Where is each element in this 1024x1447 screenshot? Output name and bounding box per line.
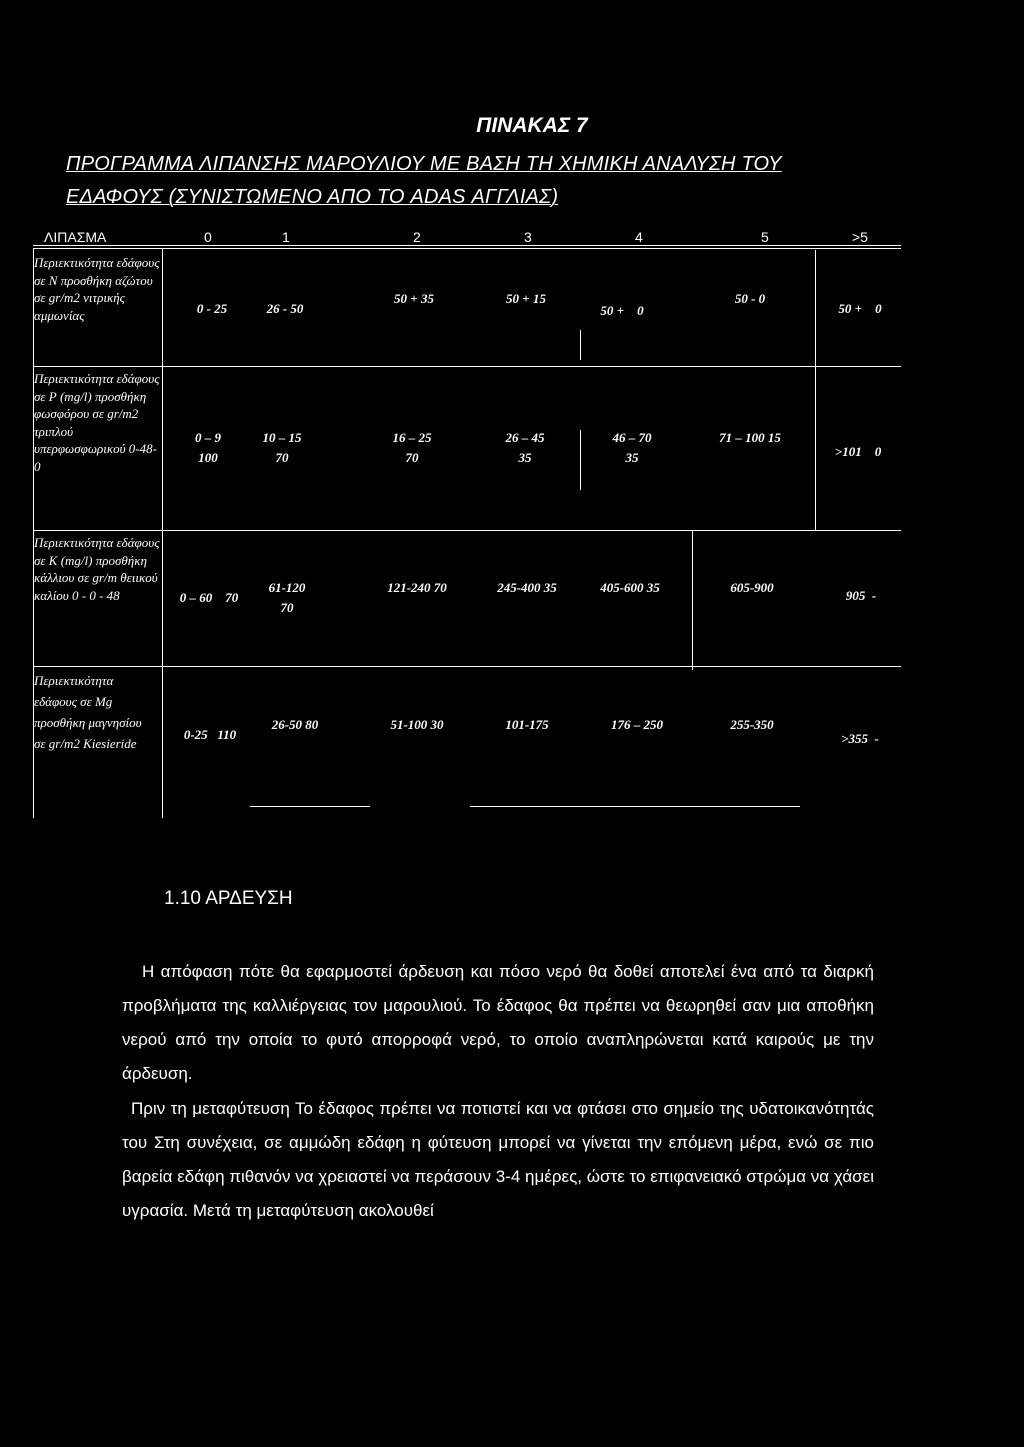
table-header-level: 5 xyxy=(761,229,769,245)
table-cell: 121-240 70 xyxy=(387,580,447,595)
table-title: ΠΙΝΑΚΑΣ 7 xyxy=(476,114,588,137)
table-header-level: 2 xyxy=(413,229,421,245)
table-cell: 0-25 110 xyxy=(183,727,237,742)
table-cell: 26-50 80 xyxy=(271,717,319,732)
table-cell: 905 - xyxy=(845,588,877,603)
table-cell: 50 + 0 xyxy=(838,301,882,316)
table-cell: 51-100 30 xyxy=(390,717,444,732)
table-rule xyxy=(250,806,370,807)
table-header-level: 4 xyxy=(635,229,643,245)
table-cell: >101 0 xyxy=(834,444,882,459)
table-cell: 101-175 xyxy=(505,717,549,732)
table-cell: 0 – 60 70 xyxy=(179,590,239,605)
table-rule xyxy=(470,806,800,807)
table-cell: 176 – 250 xyxy=(611,717,663,732)
table-rule xyxy=(815,250,816,530)
table-rule xyxy=(33,245,901,246)
table-rule xyxy=(33,530,901,531)
table-cell: 50 - 0 xyxy=(734,291,766,306)
table-header-level: >5 xyxy=(852,229,868,245)
row-label-magnesium: Περιεκτικότητα εδάφους σε Mg προσθήκη μαγνησίου σε gr/m2 Kiesieride xyxy=(34,673,142,751)
table-cell: 46 – 70 35 xyxy=(612,430,652,465)
row-label-phosphorus: Περιεκτικότητα εδάφους σε Ρ (mg/l) προσθήκη φωσφόρου σε gr/m2 τριπλού υπερφωσφωρικού 0-48-0 xyxy=(34,371,160,474)
section-heading: 1.10 ΑΡΔΕΥΣΗ xyxy=(164,888,293,909)
table-subtitle-line-1: ΠΡΟΓΡΑΜΜΑ ΛΙΠΑΝΣΗΣ ΜΑΡΟΥΛΙΟΥ ΜΕ ΒΑΣΗ ΤΗ ΧΗΜΙΚΗ ΑΝΑΛΥΣΗ ΤΟΥ xyxy=(66,153,782,175)
table-rule xyxy=(33,666,901,667)
table-cell: 26 – 45 35 xyxy=(505,430,545,465)
table-header-corner: ΛΙΠΑΣΜΑ xyxy=(44,229,107,245)
table-cell: 0 – 9 100 xyxy=(195,430,221,465)
table-rule xyxy=(692,530,693,670)
table-cell: 50 + 0 xyxy=(600,303,644,318)
table-cell: 50 + 15 xyxy=(506,291,546,306)
table-cell: 71 – 100 15 xyxy=(719,430,781,445)
table-cell: 245-400 35 xyxy=(497,580,557,595)
table-cell: 61-120 70 xyxy=(268,580,306,615)
table-header-level: 1 xyxy=(282,229,290,245)
table-cell: 255-350 xyxy=(730,717,774,732)
table-cell: >355 - xyxy=(841,731,879,746)
table-cell: 16 – 25 70 xyxy=(392,430,432,465)
row-label-potassium: Περιεκτικότητα εδάφους σε Κ (mg/l) προσθήκη κάλλιου σε gr/m θειικού καλίου 0 - 0 - 48 xyxy=(34,535,160,603)
table-cell: 50 + 35 xyxy=(394,291,434,306)
table-subtitle-line-2: ΕΔΑΦΟΥΣ (ΣΥΝΙΣΤΩΜΕΝΟ ΑΠΟ ΤΟ ADAS ΑΓΓΛΙΑΣ) xyxy=(66,186,559,208)
table-cell: 605-900 xyxy=(730,580,774,595)
table-cell: 26 - 50 xyxy=(266,301,304,316)
table-cell: 405-600 35 xyxy=(600,580,660,595)
table-rule xyxy=(33,248,901,249)
paragraph: Η απόφαση πότε θα εφαρμοστεί άρδευση και πόσο νερό θα δοθεί αποτελεί ένα από τα διαρκή προβλήματα της καλλιέργειας τον μαρουλιού. Το έδαφος θα πρέπει να θεωρηθεί σαν μια αποθήκη νερού από την οποία το φυτό απορροφά νερό, το οποίο αναπληρώνεται κατά καιρούς με την άρδευση. xyxy=(122,962,874,1083)
table-rule xyxy=(33,366,901,367)
table-header-level: 0 xyxy=(204,229,212,245)
table-rule xyxy=(162,248,163,818)
table-rule xyxy=(580,330,581,360)
table-rule xyxy=(580,430,581,490)
row-label-nitrogen: Περιεκτικότητα εδάφους σε Ν προσθήκη αζώτου σε gr/m2 νιτρικής αμμωνίας xyxy=(34,255,160,323)
table-cell: 10 – 15 70 xyxy=(262,430,302,465)
table-cell: 0 - 25 xyxy=(196,301,228,316)
paragraph: Πριν τη μεταφύτευση Το έδαφος πρέπει να ποτιστεί και να φτάσει στο σημείο της υδατοικανότητάς του Στη συνέχεια, σε αμμώδη εδάφη η φύτευση μπορεί να γίνεται την επόμενη μέρα, ενώ σε πιο βαρεία εδάφη πιθανόν να χρειαστεί να περάσουν 3-4 ημέρες, ώστε το επιφανειακό στρώμα να χάσει υγρασία. Μετά τη μεταφύτευση ακολουθεί xyxy=(122,1099,874,1220)
table-header-level: 3 xyxy=(524,229,532,245)
